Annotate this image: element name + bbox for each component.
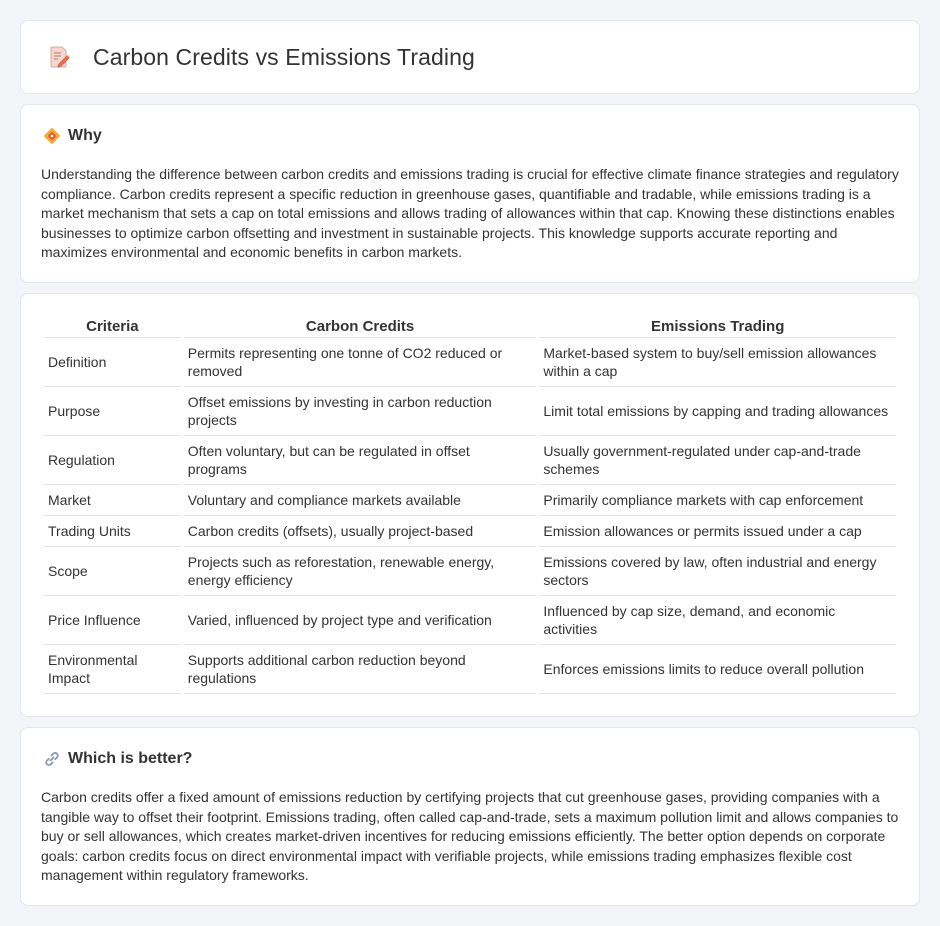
- carbon-credits-cell: Offset emissions by investing in carbon reduction projects: [184, 387, 537, 436]
- better-text: Carbon credits offer a fixed amount of emissions reduction by certifying projects that cut greenhouse gases, providing companies with a tangible way to offset their footprint. Emissions trading, often called cap-and-trade, sets a maximum pollution limit and allows companies to buy or sell allowances, which creates market-driven incentives for reducing emissions efficiently. The better option depends on corporate goals: carbon credits focus on direct environmental impact with verifiable projects, while emissions trading emphasizes flexible cost management within regulatory frameworks.: [41, 789, 899, 883]
- better-heading: [43, 750, 192, 768]
- table-row: [44, 485, 896, 516]
- carbon-credits-cell: Supports additional carbon reduction beyond regulations: [184, 645, 537, 694]
- better-title: Which is better?: [68, 750, 193, 767]
- carbon-credits-cell: Voluntary and compliance markets available: [184, 485, 537, 516]
- row-criteria: Regulation: [44, 436, 181, 485]
- row-criteria: Price Influence: [44, 596, 181, 645]
- row-criteria: Market: [44, 485, 181, 516]
- table-row: [44, 516, 896, 547]
- carbon-credits-cell: Permits representing one tonne of CO2 reduced or removed: [184, 338, 537, 387]
- row-criteria: Purpose: [44, 387, 181, 436]
- emissions-trading-cell: Emission allowances or permits issued under a cap: [539, 516, 896, 547]
- table-header-row: [44, 316, 896, 338]
- page-title: Carbon Credits vs Emissions Trading: [93, 43, 475, 70]
- table-row: [44, 645, 896, 694]
- why-text: Understanding the difference between carbon credits and emissions trading is crucial for effective climate finance strategies and regulatory compliance. Carbon credits represent a specific reduction in greenhouse gases, quantifiable and tradable, while emissions trading is a market mechanism that sets a cap on total emissions and allows trading of allowances within that cap. Knowing these distinctions enables businesses to optimize carbon offsetting and investment in sustainable projects. This knowledge supports accurate reporting and maximizes environmental and economic benefits in carbon markets.: [41, 166, 899, 260]
- row-criteria: Trading Units: [44, 516, 181, 547]
- header: [21, 21, 919, 93]
- table-row: [44, 436, 896, 485]
- table-row: [44, 338, 896, 387]
- carbon-credits-cell: Varied, influenced by project type and verification: [184, 596, 537, 645]
- emissions-trading-cell: Usually government-regulated under cap-and-trade schemes: [539, 436, 896, 485]
- emissions-trading-cell: Limit total emissions by capping and trading allowances: [539, 387, 896, 436]
- link-icon: [43, 750, 61, 768]
- emissions-trading-cell: Primarily compliance markets with cap enforcement: [539, 485, 896, 516]
- emissions-trading-cell: Enforces emissions limits to reduce overall pollution: [539, 645, 896, 694]
- column-header: Carbon Credits: [184, 316, 537, 338]
- why-title: Why: [68, 127, 102, 144]
- column-header: Criteria: [44, 316, 181, 338]
- row-criteria: Scope: [44, 547, 181, 596]
- row-criteria: Environmental Impact: [44, 645, 181, 694]
- table-row: [44, 596, 896, 645]
- comparison-section: [20, 293, 920, 717]
- why-heading: [43, 127, 102, 145]
- table-row: [44, 547, 896, 596]
- carbon-credits-cell: Often voluntary, but can be regulated in offset programs: [184, 436, 537, 485]
- row-criteria: Definition: [44, 338, 181, 387]
- emissions-trading-cell: Emissions covered by law, often industrial and energy sectors: [539, 547, 896, 596]
- comparison-table: [41, 316, 899, 694]
- column-header: Emissions Trading: [539, 316, 896, 338]
- carbon-credits-cell: Projects such as reforestation, renewable energy, energy efficiency: [184, 547, 537, 596]
- why-section: [20, 104, 920, 283]
- carbon-credits-cell: Carbon credits (offsets), usually project-based: [184, 516, 537, 547]
- diamond-sparkle-icon: [43, 127, 61, 145]
- emissions-trading-cell: Influenced by cap size, demand, and economic activities: [539, 596, 896, 645]
- emissions-trading-cell: Market-based system to buy/sell emission allowances within a cap: [539, 338, 896, 387]
- table-row: [44, 387, 896, 436]
- title-card: [20, 20, 920, 94]
- which-is-better-section: [20, 727, 920, 906]
- document-pencil-icon: [47, 45, 71, 69]
